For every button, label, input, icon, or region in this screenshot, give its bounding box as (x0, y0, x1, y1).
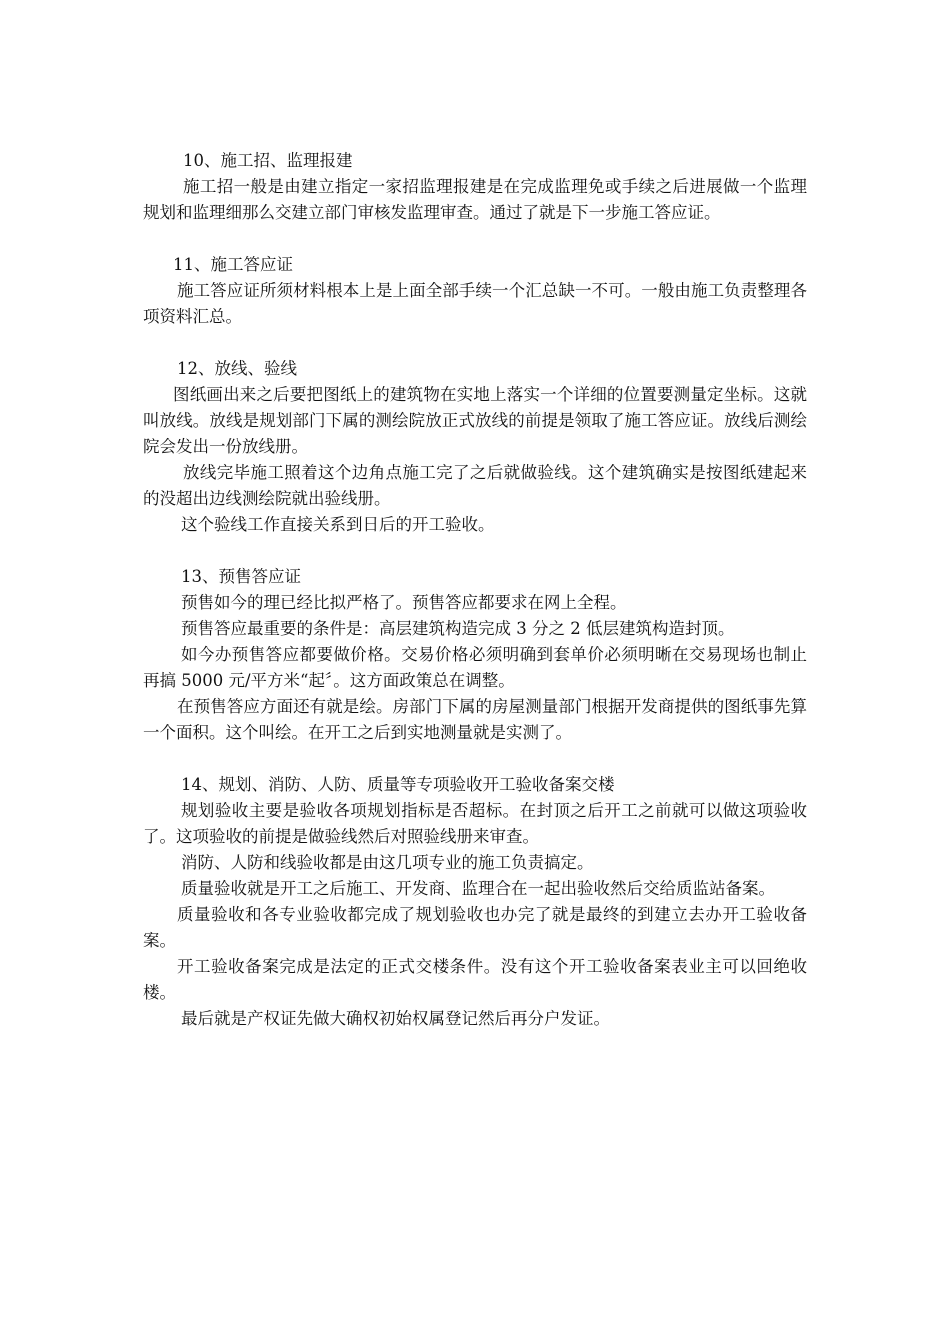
paragraph: 施工招一般是由建立指定一家招监理报建是在完成监理免或手续之后进展做一个监理规划和监理细那么交建立部门审核发监理审查。通过了就是下一步施工答应证。 (143, 177, 807, 222)
section-heading: 10、施工招、监理报建 (183, 151, 353, 170)
section-10 (143, 148, 807, 226)
paragraph: 消防、人防和线验收都是由这几项专业的施工负责搞定。 (181, 853, 594, 872)
section-heading: 13、预售答应证 (181, 567, 301, 586)
paragraph: 质量验收就是开工之后施工、开发商、监理合在一起出验收然后交给质监站备案。 (181, 879, 775, 898)
paragraph: 这个验线工作直接关系到日后的开工验收。 (181, 515, 495, 534)
section-14 (143, 772, 807, 1032)
paragraph: 开工验收备案完成是法定的正式交楼条件。没有这个开工验收备案表业主可以回绝收楼。 (143, 957, 807, 1002)
paragraph: 质量验收和各专业验收都完成了规划验收也办完了就是最终的到建立去办开工验收备案。 (143, 905, 807, 950)
paragraph: 规划验收主要是验收各项规划指标是否超标。在封顶之后开工之前就可以做这项验收了。这项验收的前提是做验线然后对照验线册来审查。 (143, 801, 807, 846)
paragraph: 预售如今的理已经比拟严格了。预售答应都要求在网上全程。 (181, 593, 627, 612)
document-body (143, 148, 807, 1058)
section-13 (143, 564, 807, 746)
section-heading: 11、施工答应证 (173, 255, 293, 274)
section-11 (143, 252, 807, 330)
paragraph: 图纸画出来之后要把图纸上的建筑物在实地上落实一个详细的位置要测量定坐标。这就叫放线。放线是规划部门下属的测绘院放正式放线的前提是领取了施工答应证。放线后测绘院会发出一份放线册。 (143, 385, 807, 456)
section-12 (143, 356, 807, 538)
paragraph: 预售答应最重要的条件是：高层建筑构造完成 3 分之 2 低层建筑构造封顶。 (181, 619, 735, 638)
paragraph: 施工答应证所须材料根本上是上面全部手续一个汇总缺一不可。一般由施工负责整理各项资料汇总。 (143, 281, 807, 326)
section-heading: 14、规划、消防、人防、质量等专项验收开工验收备案交楼 (181, 775, 615, 794)
paragraph: 放线完毕施工照着这个边角点施工完了之后就做验线。这个建筑确实是按图纸建起来的没超出边线测绘院就出验线册。 (143, 463, 807, 508)
paragraph: 最后就是产权证先做大确权初始权属登记然后再分户发证。 (181, 1009, 610, 1028)
paragraph: 如今办预售答应都要做价格。交易价格必须明确到套单价必须明晰在交易现场也制止再搞 5000 元/平方米“起〞。这方面政策总在调整。 (143, 645, 807, 690)
paragraph: 在预售答应方面还有就是绘。房部门下属的房屋测量部门根据开发商提供的图纸事先算一个面积。这个叫绘。在开工之后到实地测量就是实测了。 (143, 697, 807, 742)
section-heading: 12、放线、验线 (177, 359, 297, 378)
